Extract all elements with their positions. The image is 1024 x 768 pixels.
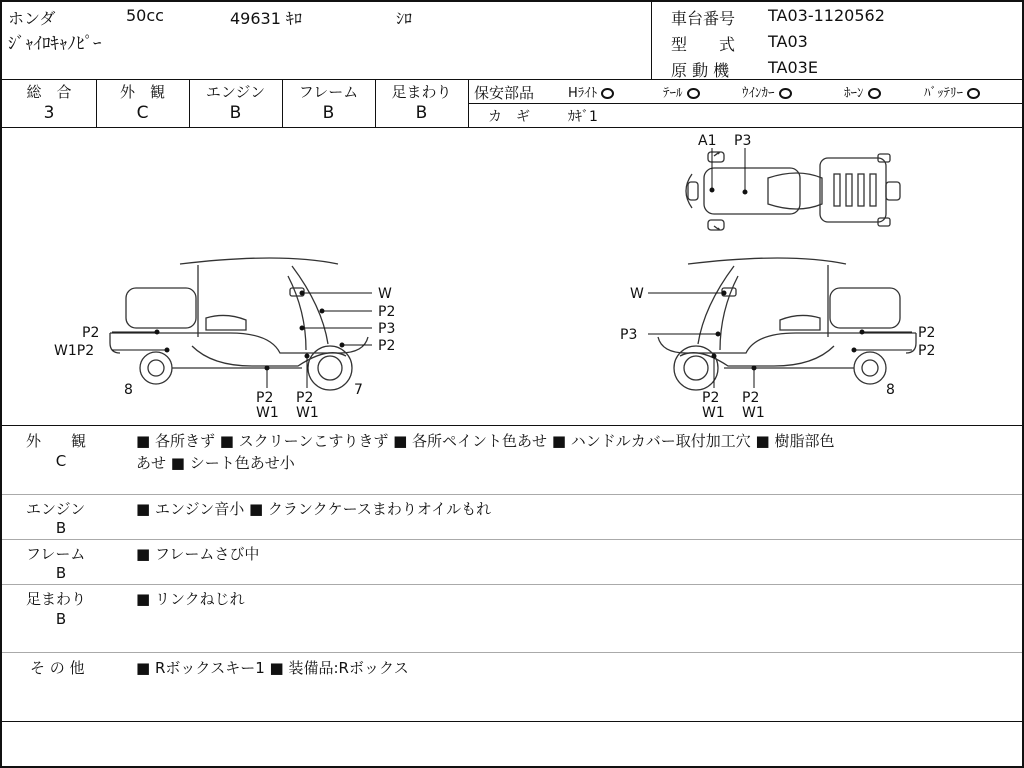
rule	[2, 584, 1024, 585]
note-text-engine: ■ エンジン音小 ■ クランクケースまわりオイルもれ	[136, 500, 492, 518]
note-label-frame: フレーム	[26, 545, 86, 563]
scooter-left-view	[110, 258, 368, 390]
safety-item-label: ﾊﾞｯﾃﾘｰ	[924, 86, 963, 101]
ok-mark-icon	[868, 88, 881, 99]
safety-item-tail	[663, 82, 700, 101]
diagram-label: 8	[886, 382, 895, 398]
safety-item-label: Hﾗｲﾄ	[568, 86, 598, 101]
grade-label-engine: エンジン	[205, 83, 266, 101]
diagram-label: P2	[378, 304, 396, 320]
type-value: TA03	[768, 32, 808, 51]
rule	[468, 103, 1024, 104]
diagram-label: P2	[918, 343, 936, 359]
grade-label-frame: フレーム	[298, 83, 359, 101]
diagram-label: W	[378, 286, 392, 302]
note-grade-engine: B	[55, 519, 67, 537]
grade-value-frame: B	[322, 103, 335, 123]
rule	[2, 652, 1024, 653]
ok-mark-icon	[779, 88, 792, 99]
rule	[2, 721, 1024, 722]
diagram-label: W1	[702, 405, 725, 421]
diagram-label: A1	[698, 133, 717, 149]
grade-label-suspension: 足まわり	[391, 83, 452, 101]
diagram-label: P3	[734, 133, 752, 149]
diagram-label: 8	[124, 382, 133, 398]
displacement: 50cc	[126, 6, 164, 25]
header-divider	[651, 2, 652, 79]
scooter-right-view	[658, 258, 916, 390]
diagram-label: W1	[296, 405, 319, 421]
safety-item-label: ﾎｰﾝ	[844, 86, 864, 101]
diagram-label: W1	[256, 405, 279, 421]
rule	[2, 494, 1024, 495]
grade-value-suspension: B	[415, 103, 428, 123]
safety-item-winker	[742, 82, 792, 101]
model-name: ｼﾞｬｲﾛｷｬﾉﾋﾟｰ	[8, 34, 102, 54]
mileage: 49631 ｷﾛ	[230, 9, 302, 28]
diagram-label: P2	[742, 390, 760, 406]
engine-value: TA03E	[768, 58, 818, 77]
safety-item-horn	[844, 82, 881, 101]
key-label: カ ギ	[488, 109, 530, 125]
grade-value-overall: 3	[43, 103, 55, 123]
grade-value-engine: B	[229, 103, 242, 123]
note-text-exterior-cont: あせ ■ シート色あせ小	[136, 454, 295, 472]
scooter-top-view	[686, 152, 900, 230]
diagram-label: P2	[702, 390, 720, 406]
diagram-label: W	[630, 286, 644, 302]
color: ｼﾛ	[396, 9, 413, 28]
diagram-label: P3	[378, 321, 396, 337]
diagram-label: P2	[256, 390, 274, 406]
diagram-label: P3	[620, 327, 638, 343]
note-text-other: ■ Rボックスキー1 ■ 装備品:Rボックス	[136, 659, 409, 677]
type-label: 型 式	[671, 35, 736, 54]
grade-value-exterior: C	[136, 103, 149, 123]
safety-item-headlight	[568, 82, 614, 101]
diagram-label: W1	[742, 405, 765, 421]
note-text-frame: ■ フレームさび中	[136, 545, 260, 563]
note-label-exterior: 外 観	[26, 432, 87, 450]
rule	[2, 539, 1024, 540]
note-label-suspension: 足まわり	[26, 590, 87, 608]
note-text-exterior: ■ 各所きず ■ スクリーンこすりきず ■ 各所ペイント色あせ ■ ハンドルカバー取付加工穴 ■ 樹脂部色	[136, 432, 835, 450]
diagram-label: W1P2	[54, 343, 95, 359]
grade-label-exterior: 外 観	[119, 83, 165, 101]
safety-item-battery	[924, 82, 980, 101]
rule	[2, 79, 1024, 80]
diagram-label: P2	[82, 325, 100, 341]
safety-item-label: ｳｲﾝｶｰ	[742, 86, 775, 101]
diagram-label: P2	[918, 325, 936, 341]
diagram-label: P2	[378, 338, 396, 354]
rule	[2, 425, 1024, 426]
engine-label: 原 動 機	[671, 61, 730, 80]
note-label-other: そ の 他	[30, 659, 85, 677]
grade-label-overall: 総 合	[26, 83, 72, 101]
maker: ホンダ	[8, 9, 56, 28]
note-text-suspension: ■ リンクねじれ	[136, 590, 245, 608]
note-label-engine: エンジン	[26, 500, 86, 518]
ok-mark-icon	[601, 88, 614, 99]
note-grade-exterior: C	[55, 452, 67, 470]
damage-diagram	[2, 128, 1024, 424]
safety-item-label: ﾃｰﾙ	[663, 86, 683, 101]
key-value: ｶｷﾞ1	[568, 109, 598, 125]
frame-no: TA03-1120562	[768, 6, 885, 25]
diagram-label: P2	[296, 390, 314, 406]
frame-no-label: 車台番号	[671, 9, 736, 28]
diagram-label: 7	[354, 382, 363, 398]
note-grade-suspension: B	[55, 610, 67, 628]
note-grade-frame: B	[55, 564, 67, 582]
safety-label: 保安部品	[474, 84, 535, 102]
ok-mark-icon	[687, 88, 700, 99]
ok-mark-icon	[967, 88, 980, 99]
